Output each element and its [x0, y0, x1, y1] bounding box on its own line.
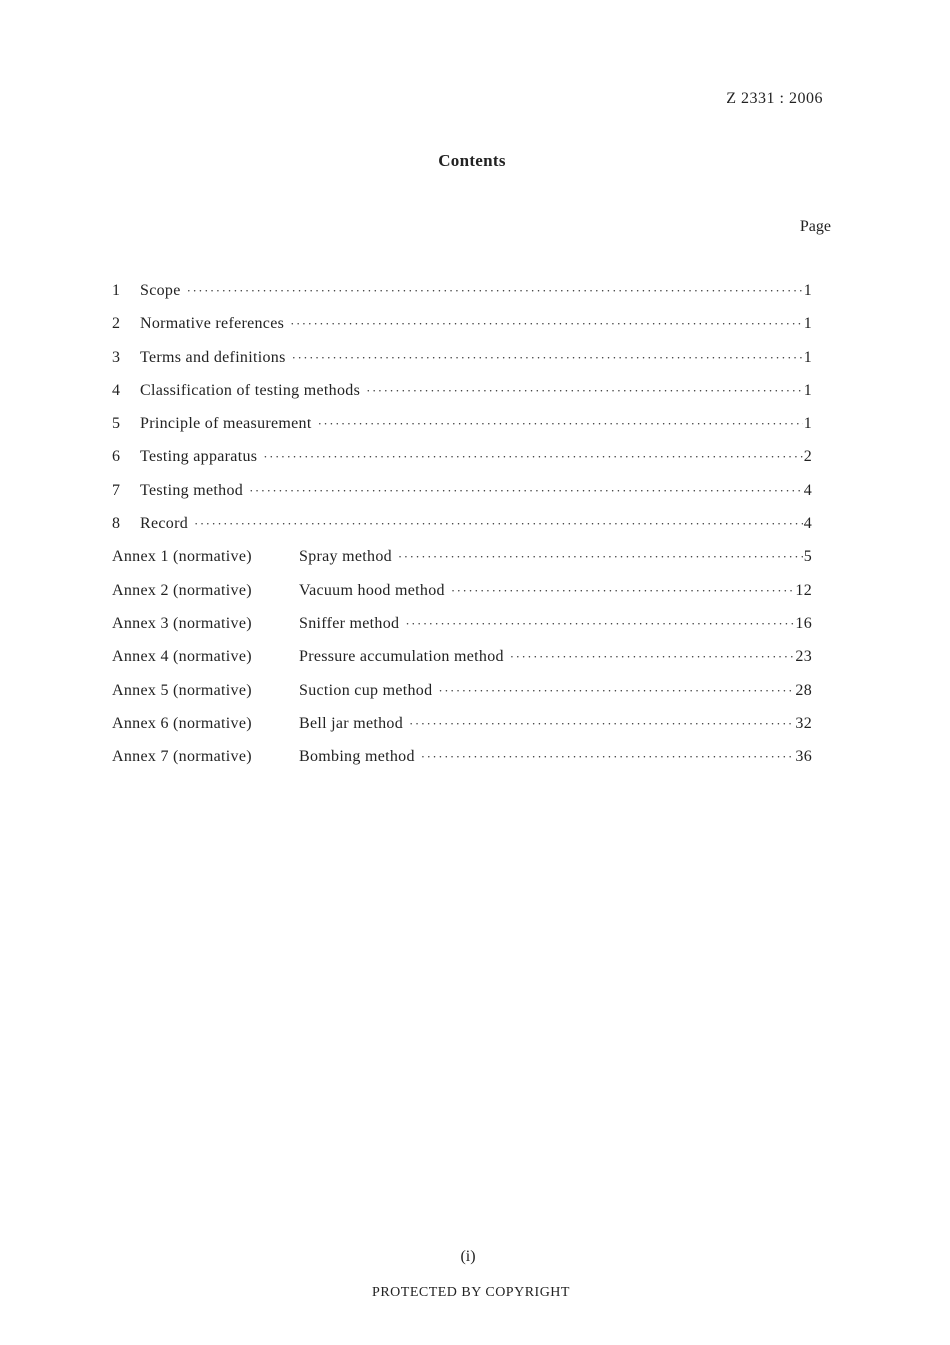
- annex-title: Vacuum hood method: [299, 581, 445, 599]
- dot-leader: [366, 383, 803, 399]
- dot-leader: [290, 316, 803, 332]
- toc-entry-scope[interactable]: [112, 282, 812, 315]
- annex-title: Sniffer method: [299, 614, 400, 632]
- clause-number: 4: [112, 381, 121, 399]
- dot-leader: [421, 749, 795, 765]
- annex-label: Annex 5 (normative): [112, 681, 252, 699]
- annex-page: 32: [795, 714, 812, 732]
- clause-page: 4: [803, 515, 812, 533]
- clause-number: 8: [112, 515, 121, 533]
- toc-entry-record[interactable]: [112, 515, 812, 548]
- clause-number: 2: [112, 315, 121, 333]
- dot-leader: [318, 416, 803, 432]
- dot-leader: [409, 716, 794, 732]
- clause-title: Record: [140, 515, 189, 533]
- clause-number: 5: [112, 415, 121, 433]
- dot-leader: [438, 683, 794, 699]
- clause-page: 4: [803, 481, 812, 499]
- toc-entry-terms-and-definitions[interactable]: [112, 349, 812, 382]
- table-of-contents: [112, 282, 812, 781]
- clause-title: Scope: [140, 282, 181, 299]
- dot-leader: [263, 449, 802, 465]
- clause-page: 2: [803, 448, 812, 466]
- clause-title: Terms and definitions: [140, 348, 286, 366]
- annex-title: Bombing method: [299, 748, 415, 766]
- dot-leader: [187, 283, 803, 299]
- page-column-label: Page: [799, 218, 831, 235]
- dot-leader: [249, 483, 803, 499]
- clause-page: 1: [803, 348, 812, 366]
- annex-page: 5: [803, 548, 812, 566]
- annex-title: Spray method: [299, 548, 392, 566]
- clause-page: 1: [803, 415, 812, 433]
- annex-label: Annex 6 (normative): [112, 714, 252, 732]
- document-id: Z 2331 : 2006: [726, 90, 823, 107]
- clause-page: 1: [803, 315, 812, 333]
- clause-page: 1: [803, 282, 812, 299]
- dot-leader: [510, 649, 795, 665]
- toc-entry-principle[interactable]: [112, 415, 812, 448]
- page-number: (i): [460, 1248, 476, 1265]
- toc-entry-annex-5[interactable]: [112, 682, 812, 715]
- toc-entry-annex-4[interactable]: [112, 648, 812, 681]
- annex-page: 16: [795, 614, 812, 632]
- annex-page: 36: [795, 748, 812, 766]
- annex-page: 28: [795, 681, 812, 699]
- dot-leader: [292, 350, 803, 366]
- toc-entry-annex-3[interactable]: [112, 615, 812, 648]
- annex-label: Annex 7 (normative): [112, 748, 252, 766]
- annex-title: Bell jar method: [299, 714, 404, 732]
- annex-page: 23: [795, 648, 812, 666]
- clause-number: 1: [112, 282, 121, 299]
- clause-number: 3: [112, 348, 121, 366]
- dot-leader: [194, 516, 803, 532]
- toc-entry-annex-1[interactable]: [112, 548, 812, 581]
- clause-number: 6: [112, 448, 121, 466]
- clause-title: Testing method: [140, 481, 244, 499]
- dot-leader: [398, 549, 803, 565]
- toc-entry-normative-references[interactable]: [112, 315, 812, 348]
- annex-title: Suction cup method: [299, 681, 433, 699]
- annex-title: Pressure accumulation method: [299, 648, 504, 666]
- annex-label: Annex 3 (normative): [112, 614, 252, 632]
- toc-entry-testing-apparatus[interactable]: [112, 448, 812, 481]
- clause-title: Testing apparatus: [140, 448, 258, 466]
- clause-page: 1: [803, 381, 812, 399]
- toc-entry-annex-6[interactable]: [112, 715, 812, 748]
- toc-entry-classification[interactable]: [112, 382, 812, 415]
- annex-label: Annex 4 (normative): [112, 648, 252, 666]
- copyright-notice: PROTECTED BY COPYRIGHT: [372, 1285, 570, 1300]
- dot-leader: [451, 583, 795, 599]
- dot-leader: [405, 616, 794, 632]
- toc-entry-annex-7[interactable]: [112, 748, 812, 781]
- annex-label: Annex 1 (normative): [112, 548, 252, 566]
- page-title: Contents: [438, 151, 506, 170]
- clause-number: 7: [112, 481, 121, 499]
- clause-title: Normative references: [140, 315, 285, 333]
- annex-label: Annex 2 (normative): [112, 581, 252, 599]
- annex-page: 12: [795, 581, 812, 599]
- clause-title: Principle of measurement: [140, 415, 312, 433]
- toc-entry-testing-method[interactable]: [112, 482, 812, 515]
- toc-entry-annex-2[interactable]: [112, 582, 812, 615]
- clause-title: Classification of testing methods: [140, 381, 361, 399]
